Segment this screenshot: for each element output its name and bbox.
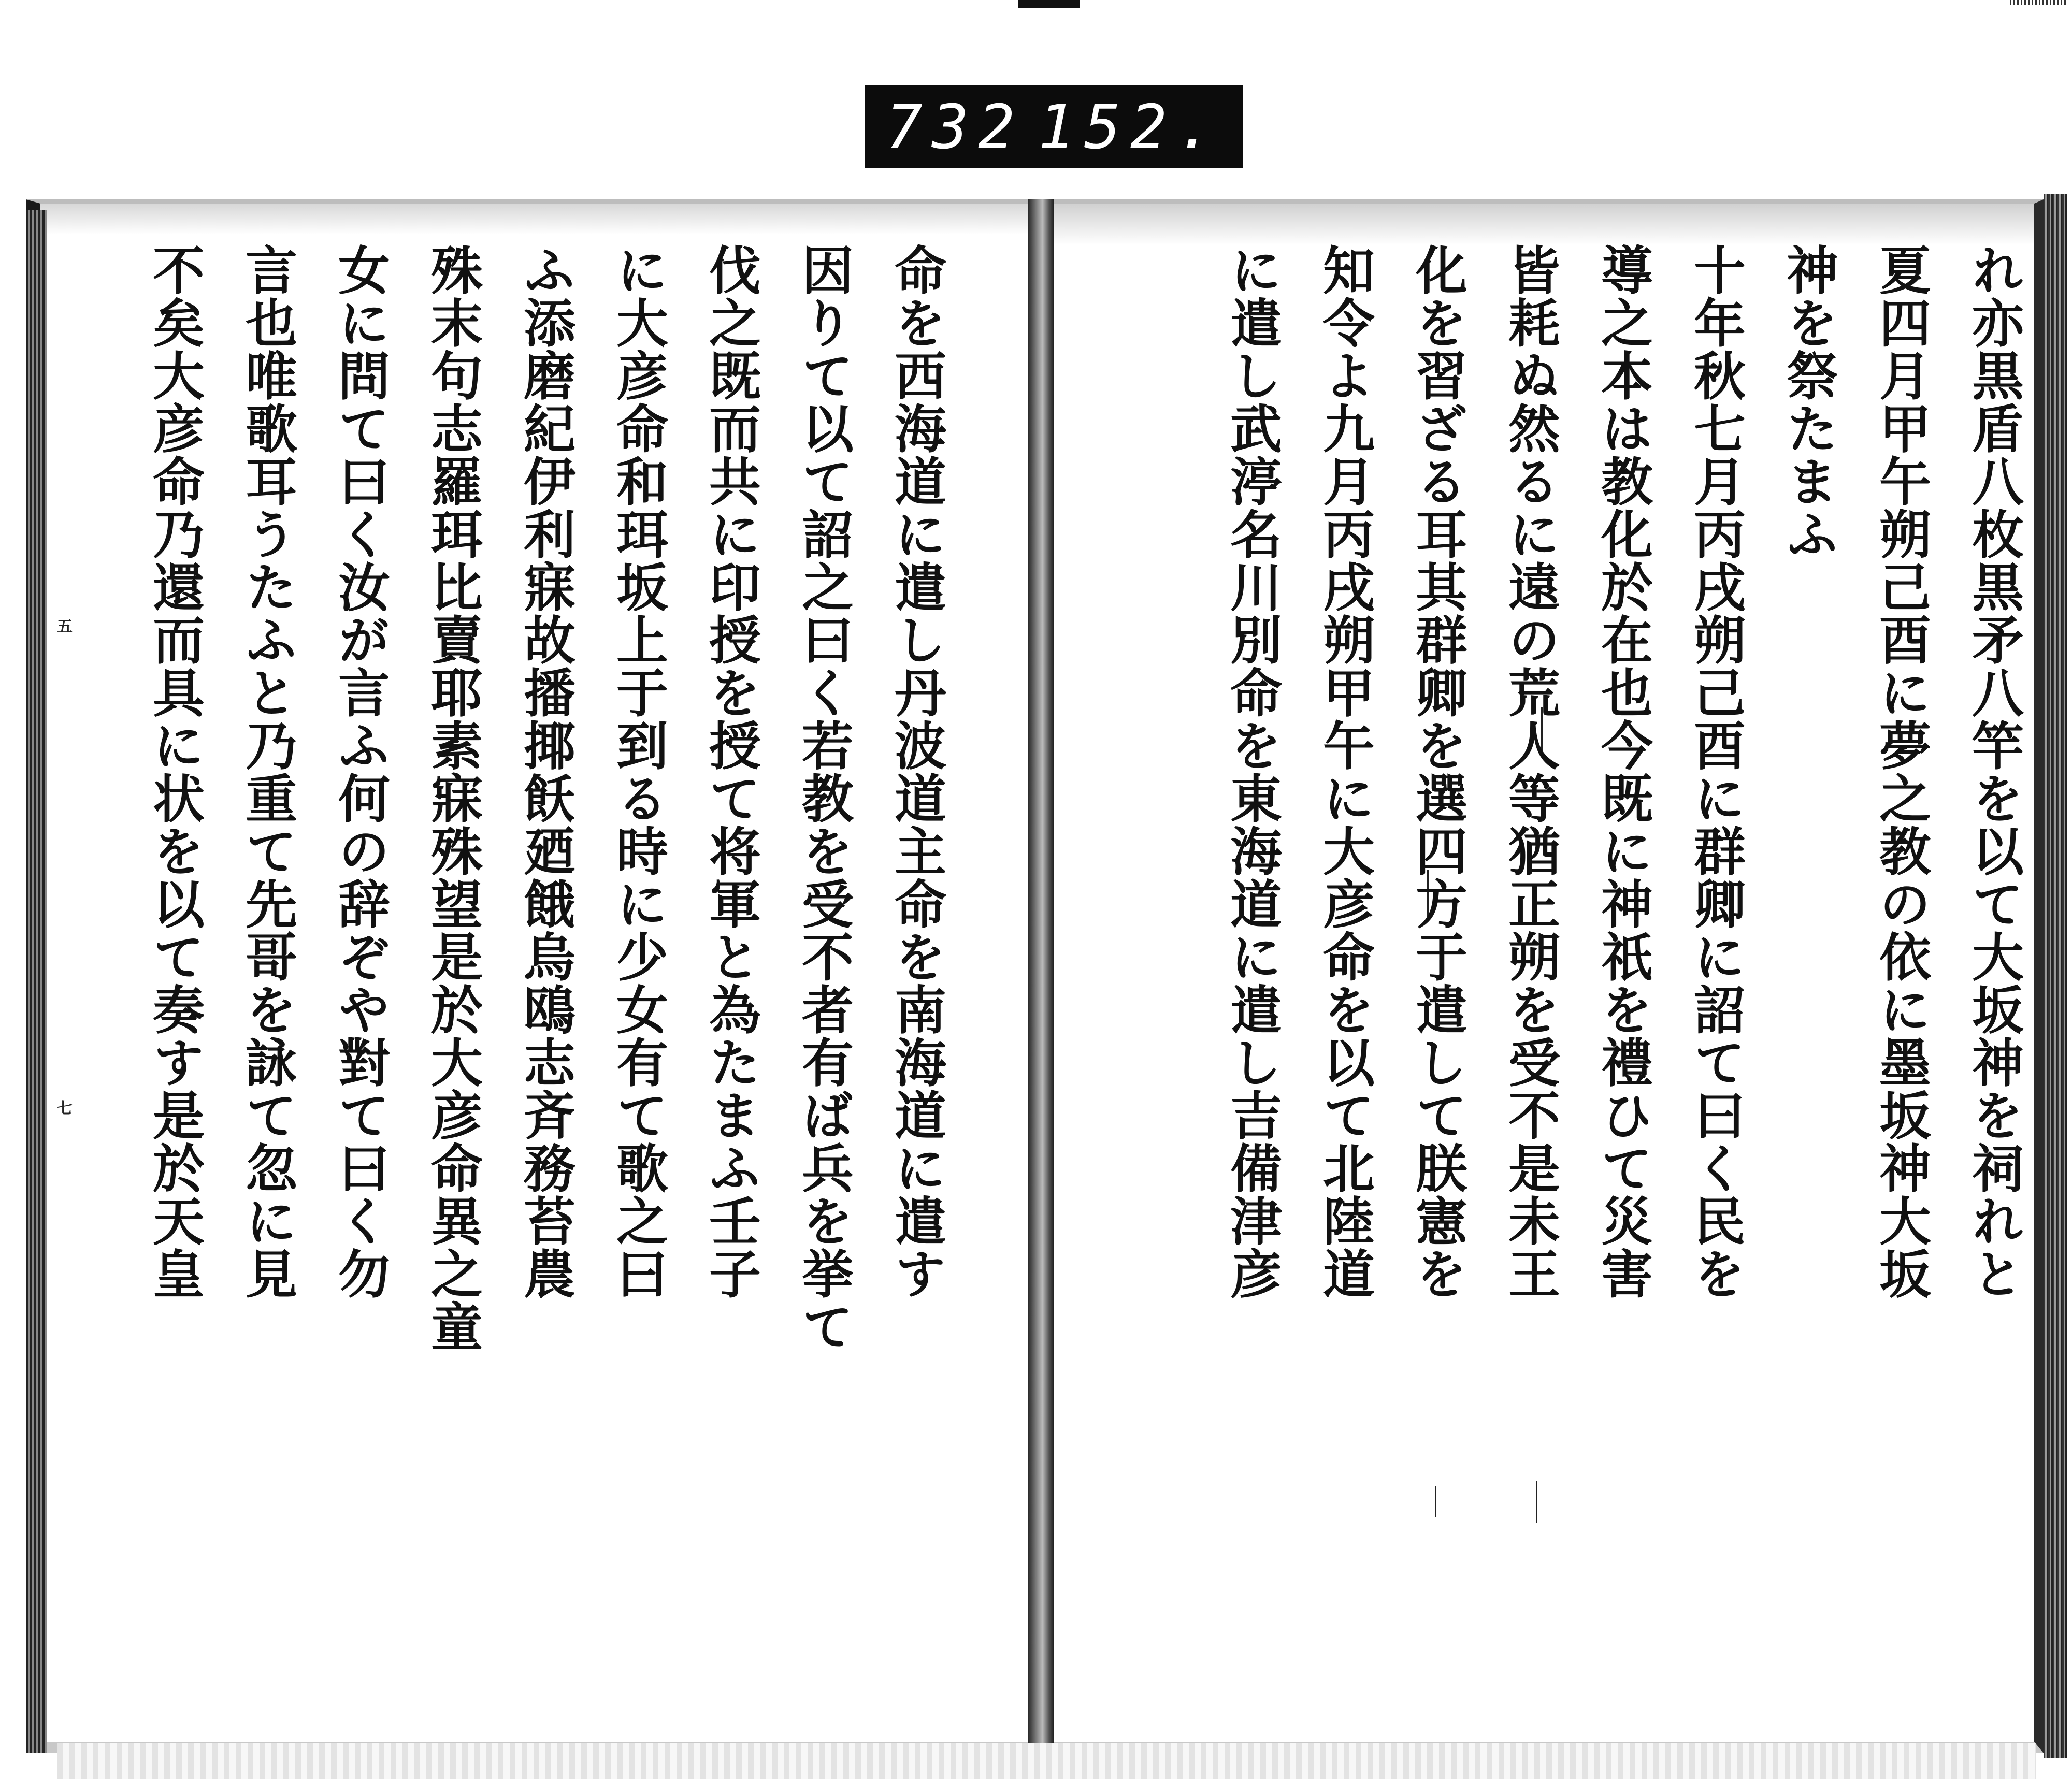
text-line: 知令よ九月丙戌朔甲午に大彦命を以て北陸道 [1314,243,1375,1300]
text-line: れ亦黒盾八枚黒矛八竿を以て大坂神を祠れと [1963,243,2024,1300]
text-line: に大彦命和珥坂上于到る時に少女有て歌之曰 [608,243,669,1300]
text-line: 因りて以て詔之曰く若教を受不者有ば兵を挙て [793,243,854,1353]
left-page-edge [26,210,47,1753]
microfilm-label [865,85,1243,168]
text-line: 殊末句志羅珥比賣耶素寐殊望是於大彦命異之童 [422,243,483,1353]
top-crop-mark [1018,0,1080,8]
text-line: 伐之既而共に印授を授て将軍と為たまふ壬子 [700,243,761,1300]
text-line: 言也唯歌耳うたふと乃重て先哥を詠て忽に見 [237,243,298,1300]
text-line: に遣し武渟名川別命を東海道に遣し吉備津彦 [1221,243,1283,1300]
right-page-edge [2044,194,2067,1758]
frame-number: 152. [1038,91,1222,163]
text-line: 夏四月甲午朔己酉に夢之教の依に墨坂神大坂 [1870,243,1932,1300]
pen-mark [1435,1486,1436,1517]
text-line: 不矣大彦命乃還而具に状を以て奏す是於天皇 [144,243,205,1300]
text-line: 化を習ざる耳其群卿を選四方于遣して朕憲を [1407,243,1468,1300]
bottom-page-edge [57,1743,2036,1779]
text-line: 導之本は教化於在也今既に神祇を禮ひて災害 [1592,243,1653,1300]
margin-mark-lower: 七 [57,1100,73,1118]
top-right-scan-noise [2010,0,2067,5]
text-line: 女に問て曰く汝が言ふ何の辞ぞや對て曰く勿 [329,243,391,1300]
text-line: ふ添磨紀伊利寐故播揶飫廼餓烏鴎志斉務苔農 [515,243,576,1300]
text-line: 神を祭たまふ [1778,243,1839,560]
margin-mark-upper: 五 [57,618,73,636]
right-page-text [1186,243,2024,1357]
pen-mark [1536,1481,1537,1523]
text-line: 十年秋七月丙戌朔己酉に群卿に詔て曰く民を [1685,243,1746,1300]
text-line: 命を西海道に遣し丹波道主命を南海道に遣す [886,243,947,1300]
reel-number: 732 [886,91,1025,163]
book-gutter [1028,199,1054,1774]
left-page-text [109,243,947,1353]
text-line: 皆耗ぬ然るに遠の荒人等猶正朔を受不是未王 [1500,243,1561,1300]
